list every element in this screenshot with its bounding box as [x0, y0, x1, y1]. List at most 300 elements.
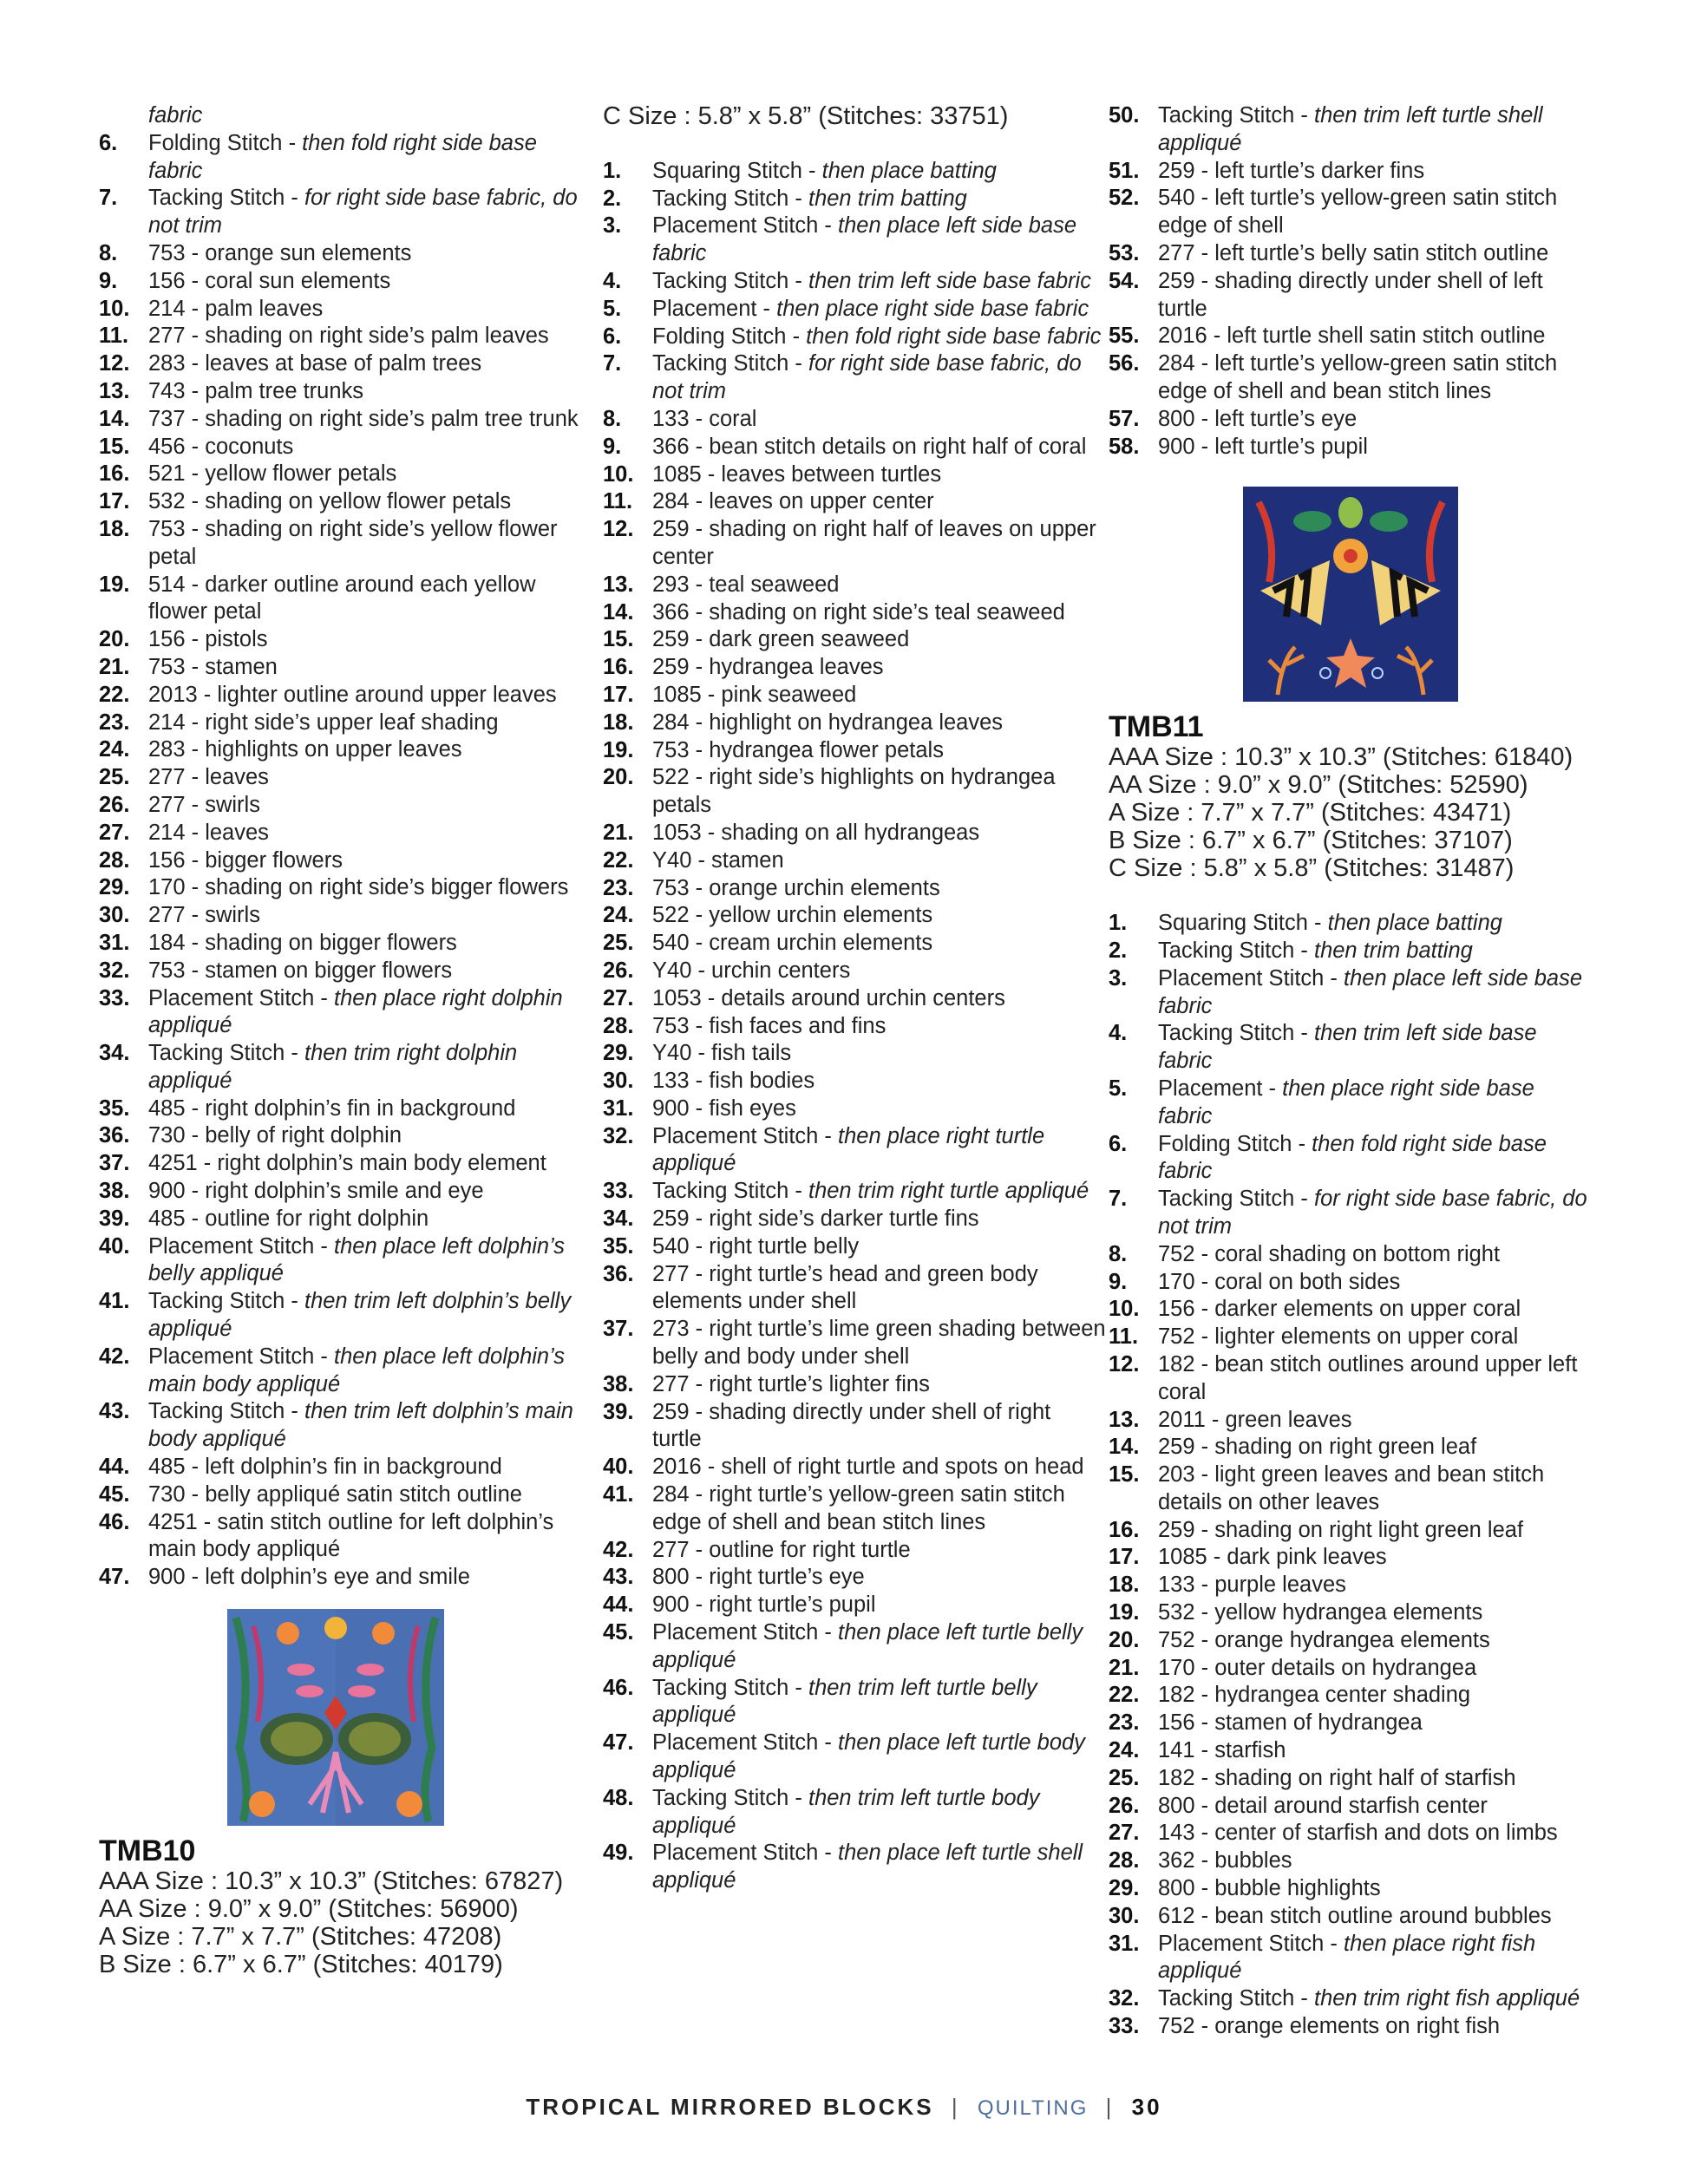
item-number: 25. — [1109, 1765, 1140, 1790]
item-number: 7. — [603, 351, 622, 376]
item-number: 39. — [603, 1399, 634, 1424]
item-number: 15. — [603, 627, 634, 652]
item-number: 10. — [99, 296, 130, 321]
item-number: 32. — [99, 958, 130, 983]
item-label: 277 - right turtle’s head and green body elements under shell — [652, 1261, 1038, 1314]
list-item — [603, 1095, 1106, 1123]
item-text — [652, 820, 1106, 847]
item-label: 900 - right dolphin’s smile and eye — [148, 1179, 484, 1204]
item-text — [148, 1344, 589, 1399]
item-text — [1158, 1461, 1594, 1517]
list-item — [603, 1233, 1106, 1261]
item-label: Placement Stitch - — [652, 1730, 838, 1756]
list-item — [603, 1840, 1106, 1895]
column-middle — [603, 102, 1106, 1895]
item-text — [652, 1095, 1106, 1123]
tmb11-sizes — [1109, 743, 1594, 882]
item-number: 37. — [99, 1151, 130, 1176]
item-number: 27. — [1109, 1821, 1140, 1846]
list-item — [99, 378, 589, 406]
list-item — [99, 572, 589, 627]
item-number: 49. — [603, 1841, 634, 1866]
item-number: 17. — [1109, 1545, 1140, 1570]
item-instruction: then place batting — [821, 158, 997, 183]
item-label: Tacking Stitch - — [148, 1399, 304, 1424]
item-label: 730 - belly appliqué satin stitch outline — [148, 1481, 522, 1507]
item-label: 156 - pistols — [148, 627, 268, 652]
item-number: 13. — [1109, 1407, 1140, 1432]
item-number: 24. — [1109, 1738, 1140, 1763]
item-label: 141 - starfish — [1158, 1738, 1286, 1763]
item-number: 40. — [603, 1455, 634, 1480]
item-text — [148, 1040, 589, 1095]
list-item — [99, 1206, 589, 1233]
item-label: Tacking Stitch - — [1158, 1187, 1314, 1212]
item-text — [652, 1564, 1106, 1592]
footer-section-title: TROPICAL MIRRORED BLOCKS — [526, 2094, 934, 2120]
item-text — [148, 847, 589, 875]
item-text — [1158, 1847, 1594, 1875]
item-text — [652, 626, 1106, 654]
footer-separator: | — [951, 2094, 960, 2120]
list-item — [603, 654, 1106, 682]
item-instruction: then place right side base fabric — [776, 296, 1089, 321]
item-instruction: then trim left side base fabric — [1158, 1021, 1537, 1074]
item-instruction: for right side base fabric, do not trim — [1158, 1187, 1587, 1239]
item-number: 16. — [603, 655, 634, 680]
item-label: 532 - shading on yellow flower petals — [148, 489, 512, 514]
item-number: 15. — [1109, 1462, 1140, 1488]
item-text — [1158, 1544, 1594, 1572]
item-label: 182 - shading on right half of starfish — [1158, 1765, 1516, 1790]
item-text — [148, 1122, 589, 1150]
list-item — [603, 1371, 1106, 1399]
list-item — [603, 434, 1106, 461]
list-item — [99, 296, 589, 324]
list-item — [99, 1481, 589, 1509]
item-text — [1158, 1131, 1594, 1187]
list-item — [99, 461, 589, 488]
stitch-list-tmb11 — [1109, 910, 1594, 2041]
list-item — [1109, 1599, 1594, 1627]
item-instruction: then place right side base fabric — [1158, 1076, 1534, 1128]
item-number: 19. — [1109, 1600, 1140, 1625]
item-label: Placement Stitch - — [652, 213, 838, 239]
list-item — [99, 792, 589, 820]
tmb11-embroidery-illustration — [1243, 487, 1458, 702]
item-number: 16. — [1109, 1517, 1140, 1542]
list-item — [603, 572, 1106, 599]
item-label: 900 - fish eyes — [652, 1095, 796, 1121]
item-number: 33. — [1109, 2014, 1140, 2039]
item-number: 29. — [1109, 1876, 1140, 1901]
item-text — [1158, 1820, 1594, 1847]
list-item — [1109, 1572, 1594, 1599]
item-text — [652, 1123, 1106, 1179]
item-label: Placement - — [652, 296, 777, 321]
item-label: 752 - lighter elements on upper coral — [1158, 1324, 1519, 1350]
item-label: Squaring Stitch - — [1158, 911, 1328, 936]
item-label: 485 - outline for right dolphin — [148, 1206, 429, 1231]
item-text — [1158, 1765, 1594, 1793]
item-text — [1158, 1572, 1594, 1599]
item-label: 753 - orange sun elements — [148, 240, 412, 265]
item-number: 22. — [99, 682, 130, 707]
list-item — [99, 1454, 589, 1481]
size-line: B Size : 6.7” x 6.7” (Stitches: 40179) — [99, 1951, 503, 1979]
item-label: 800 - left turtle’s eye — [1158, 406, 1358, 431]
item-number: 53. — [1109, 240, 1140, 265]
item-label: 182 - hydrangea center shading — [1158, 1683, 1471, 1708]
item-number: 38. — [99, 1179, 130, 1204]
list-item — [1109, 240, 1594, 268]
item-number: 11. — [99, 324, 129, 349]
list-item — [603, 930, 1106, 958]
item-label: 133 - purple leaves — [1158, 1573, 1346, 1598]
list-item — [1109, 965, 1594, 1021]
item-number: 56. — [1109, 351, 1140, 376]
item-number: 39. — [99, 1206, 130, 1231]
item-text — [652, 1261, 1106, 1317]
list-item — [99, 1122, 589, 1150]
item-label: 753 - hydrangea flower petals — [652, 737, 944, 762]
item-number: 34. — [603, 1206, 634, 1232]
list-item — [99, 434, 589, 461]
item-number: 35. — [99, 1095, 130, 1121]
item-text — [1158, 1020, 1594, 1076]
item-text — [148, 350, 589, 378]
item-instruction: then fold right side base fabric — [1158, 1131, 1547, 1184]
item-number: 23. — [99, 709, 130, 735]
tmb10-sizes — [99, 1867, 589, 1978]
item-number: 11. — [603, 489, 633, 514]
item-text — [148, 1454, 589, 1481]
item-number: 45. — [99, 1481, 130, 1507]
list-item — [603, 1592, 1106, 1619]
size-line: C Size : 5.8” x 5.8” (Stitches: 31487) — [1109, 854, 1515, 883]
list-item — [1109, 1682, 1594, 1710]
list-item — [1109, 938, 1594, 965]
item-text — [148, 1509, 589, 1565]
item-text — [148, 1564, 589, 1592]
item-label: 1085 - leaves between turtles — [652, 461, 942, 487]
list-item — [1109, 1434, 1594, 1461]
list-item — [603, 1261, 1106, 1317]
size-line: A Size : 7.7” x 7.7” (Stitches: 47208) — [99, 1923, 502, 1952]
item-label: 900 - right turtle’s pupil — [652, 1592, 876, 1618]
item-text — [1158, 1875, 1594, 1903]
item-number: 8. — [1109, 1241, 1128, 1266]
item-label: 277 - outline for right turtle — [652, 1537, 911, 1562]
item-label: Tacking Stitch - — [652, 186, 808, 211]
item-text — [1158, 268, 1594, 324]
item-label: 156 - coral sun elements — [148, 268, 391, 293]
item-label: Folding Stitch - — [652, 324, 807, 349]
item-label: 730 - belly of right dolphin — [148, 1123, 402, 1148]
item-label: Tacking Stitch - — [1158, 938, 1314, 963]
item-number: 23. — [1109, 1710, 1140, 1736]
list-item — [99, 516, 589, 572]
list-item — [99, 709, 589, 737]
item-text — [1158, 910, 1594, 938]
item-instruction: then place left side base fabric — [1158, 965, 1583, 1018]
list-item — [1109, 1351, 1594, 1407]
item-number: 35. — [603, 1233, 634, 1259]
item-text — [652, 572, 1106, 599]
item-number: 55. — [1109, 324, 1140, 349]
item-number: 6. — [99, 130, 118, 155]
item-number: 22. — [603, 847, 634, 873]
item-label: 143 - center of starfish and dots on limbs — [1158, 1821, 1558, 1846]
continued-text: fabric — [148, 103, 203, 128]
item-text — [652, 875, 1106, 903]
item-number: 8. — [603, 406, 622, 431]
item-label: Tacking Stitch - — [652, 351, 808, 376]
item-text — [652, 1481, 1106, 1537]
item-label: 293 - teal seaweed — [652, 572, 840, 597]
list-item — [1109, 1710, 1594, 1737]
list-item — [99, 1178, 589, 1206]
item-number: 31. — [603, 1095, 634, 1121]
item-number: 30. — [99, 903, 130, 928]
item-label: 133 - fish bodies — [652, 1069, 815, 1094]
item-number: 13. — [99, 378, 130, 403]
list-item — [603, 958, 1106, 985]
tmb10-title: TMB10 — [99, 1834, 196, 1868]
item-number: 37. — [603, 1317, 634, 1342]
list-item — [603, 875, 1106, 903]
list-item — [1109, 1186, 1594, 1241]
item-text — [148, 406, 589, 434]
item-number: 27. — [99, 820, 130, 845]
list-item — [603, 599, 1106, 627]
item-label: 259 - dark green seaweed — [652, 627, 910, 652]
item-label: 4251 - right dolphin’s main body element — [148, 1151, 546, 1176]
item-number: 26. — [99, 792, 130, 817]
item-label: 522 - right side’s highlights on hydrangea petals — [652, 765, 1056, 818]
item-text — [652, 1537, 1106, 1565]
item-text — [1158, 240, 1594, 268]
item-instruction: then place left side base fabric — [652, 213, 1077, 266]
item-text — [652, 268, 1106, 296]
item-text — [652, 1785, 1106, 1841]
item-number: 16. — [99, 461, 130, 487]
list-item — [99, 1288, 589, 1344]
item-number: 18. — [603, 709, 634, 735]
item-number: 10. — [603, 461, 634, 487]
item-instruction: then trim left turtle shell appliqué — [1158, 103, 1543, 155]
item-text — [652, 350, 1106, 406]
list-item — [603, 488, 1106, 516]
item-label: 752 - orange hydrangea elements — [1158, 1627, 1490, 1652]
list-item — [99, 1509, 589, 1565]
item-text — [1158, 1351, 1594, 1407]
item-text — [148, 1178, 589, 1206]
item-text — [1158, 1710, 1594, 1737]
item-label: 277 - left turtle’s belly satin stitch outline — [1158, 240, 1549, 265]
item-number: 20. — [99, 627, 130, 652]
list-item — [1109, 158, 1594, 186]
item-instruction: then place right dolphin appliqué — [148, 985, 563, 1038]
item-instruction: then place batting — [1327, 911, 1502, 936]
item-number: 42. — [603, 1537, 634, 1562]
item-label: 277 - leaves — [148, 765, 269, 790]
item-text — [652, 1592, 1106, 1619]
item-text — [1158, 1517, 1594, 1545]
item-text — [652, 1675, 1106, 1730]
item-label: Y40 - fish tails — [652, 1041, 792, 1066]
item-text — [148, 1288, 589, 1344]
list-item — [603, 1068, 1106, 1095]
item-text — [652, 1233, 1106, 1261]
item-text — [652, 488, 1106, 516]
item-number: 24. — [99, 737, 130, 762]
list-item — [1109, 1131, 1594, 1187]
item-number: 21. — [99, 654, 130, 679]
item-number: 18. — [1109, 1573, 1140, 1598]
item-label: 743 - palm tree trunks — [148, 378, 364, 403]
size-line: AAA Size : 10.3” x 10.3” (Stitches: 67827) — [99, 1867, 564, 1896]
item-text — [148, 185, 589, 240]
item-label: Tacking Stitch - — [652, 1675, 808, 1700]
item-text — [652, 158, 1106, 186]
item-text — [652, 1206, 1106, 1233]
item-text — [148, 1481, 589, 1509]
item-number: 2. — [1109, 938, 1128, 963]
list-item — [603, 1730, 1106, 1785]
item-label: 362 - bubbles — [1158, 1848, 1292, 1873]
item-text — [148, 985, 589, 1041]
item-number: 19. — [603, 737, 634, 762]
item-label: 366 - shading on right side’s teal seaweed — [652, 599, 1065, 624]
item-label: 156 - stamen of hydrangea — [1158, 1710, 1423, 1736]
list-item — [1109, 350, 1594, 406]
item-instruction: then trim batting — [1313, 938, 1473, 963]
item-number: 17. — [99, 489, 130, 514]
item-number: 32. — [1109, 1986, 1140, 2011]
list-item — [99, 626, 589, 654]
tmb10-embroidery-illustration — [227, 1609, 444, 1826]
item-number: 14. — [1109, 1435, 1140, 1460]
size-line: AA Size : 9.0” x 9.0” (Stitches: 56900) — [99, 1895, 519, 1924]
item-text — [652, 930, 1106, 958]
list-item — [603, 158, 1106, 186]
list-item — [99, 130, 589, 186]
item-number: 31. — [99, 930, 130, 955]
item-instruction: then trim right fish appliqué — [1313, 1986, 1580, 2011]
item-label: Tacking Stitch - — [148, 186, 304, 211]
list-item — [99, 488, 589, 516]
list-item — [1109, 1269, 1594, 1297]
item-label: 259 - shading on right half of leaves on upper center — [652, 517, 1096, 569]
item-instruction: then place right fish appliqué — [1158, 1931, 1536, 1984]
item-text — [148, 572, 589, 627]
footer-category: QUILTING — [977, 2096, 1089, 2120]
item-label: 4251 - satin stitch outline for left dolphin’s main body appliqué — [148, 1509, 554, 1562]
item-label: 259 - left turtle’s darker fins — [1158, 158, 1425, 183]
item-instruction: then trim left turtle belly appliqué — [652, 1675, 1037, 1728]
list-item — [603, 296, 1106, 324]
item-number: 14. — [99, 406, 130, 431]
column-right — [1109, 102, 1594, 2041]
list-item — [1109, 1076, 1594, 1131]
item-number: 38. — [603, 1371, 634, 1396]
item-label: Tacking Stitch - — [148, 1041, 304, 1066]
item-label: Placement - — [1158, 1076, 1283, 1101]
item-number: 46. — [603, 1675, 634, 1700]
item-text — [148, 1398, 589, 1454]
item-label: 284 - leaves on upper center — [652, 489, 934, 514]
size-line: AAA Size : 10.3” x 10.3” (Stitches: 61840) — [1109, 743, 1574, 772]
list-item — [603, 1564, 1106, 1592]
list-item — [603, 1537, 1106, 1565]
item-text — [652, 213, 1106, 268]
item-text — [148, 1206, 589, 1233]
item-text — [652, 406, 1106, 434]
item-label: 283 - highlights on upper leaves — [148, 737, 462, 762]
item-label: 170 - coral on both sides — [1158, 1269, 1401, 1294]
list-item — [603, 1178, 1106, 1206]
list-item — [603, 764, 1106, 820]
item-number: 44. — [99, 1455, 130, 1480]
list-item — [1109, 323, 1594, 350]
item-text — [652, 709, 1106, 737]
list-item — [603, 626, 1106, 654]
item-number: 28. — [603, 1013, 634, 1038]
item-label: 156 - darker elements on upper coral — [1158, 1297, 1521, 1322]
list-item — [99, 1095, 589, 1123]
page-number: 30 — [1131, 2094, 1162, 2120]
item-text — [652, 1178, 1106, 1206]
item-label: Folding Stitch - — [148, 130, 303, 155]
list-item — [99, 240, 589, 268]
item-label: 522 - yellow urchin elements — [652, 903, 933, 928]
item-number: 21. — [1109, 1655, 1140, 1680]
list-item — [99, 406, 589, 434]
item-label: 2016 - shell of right turtle and spots on head — [652, 1455, 1084, 1480]
item-text — [148, 792, 589, 820]
list-item — [603, 847, 1106, 875]
item-number: 5. — [603, 296, 622, 321]
item-instruction: for right side base fabric, do not trim — [148, 186, 578, 239]
tmb11-title: TMB11 — [1109, 710, 1204, 744]
list-item — [99, 764, 589, 792]
item-number: 31. — [1109, 1931, 1140, 1956]
item-text — [148, 323, 589, 350]
list-item — [99, 654, 589, 682]
item-number: 41. — [99, 1289, 130, 1314]
item-text — [148, 268, 589, 296]
item-label: 259 - shading directly under shell of right turtle — [652, 1399, 1051, 1452]
list-item — [1109, 2013, 1594, 2041]
item-text — [1158, 1793, 1594, 1821]
item-instruction: then trim left turtle body appliqué — [652, 1785, 1040, 1838]
item-number: 46. — [99, 1509, 130, 1534]
list-item — [603, 737, 1106, 765]
list-item — [1109, 1875, 1594, 1903]
item-number: 12. — [603, 517, 634, 542]
item-text — [148, 958, 589, 985]
list-item — [99, 1344, 589, 1399]
item-number: 42. — [99, 1344, 130, 1369]
list-item — [1109, 1903, 1594, 1931]
item-label: 753 - stamen on bigger flowers — [148, 958, 453, 983]
item-number: 48. — [603, 1785, 634, 1810]
list-item — [99, 1150, 589, 1178]
page-footer — [0, 2094, 1688, 2121]
item-label: 277 - shading on right side’s palm leaves — [148, 324, 549, 349]
stitch-list-tmb10 — [603, 158, 1106, 1895]
